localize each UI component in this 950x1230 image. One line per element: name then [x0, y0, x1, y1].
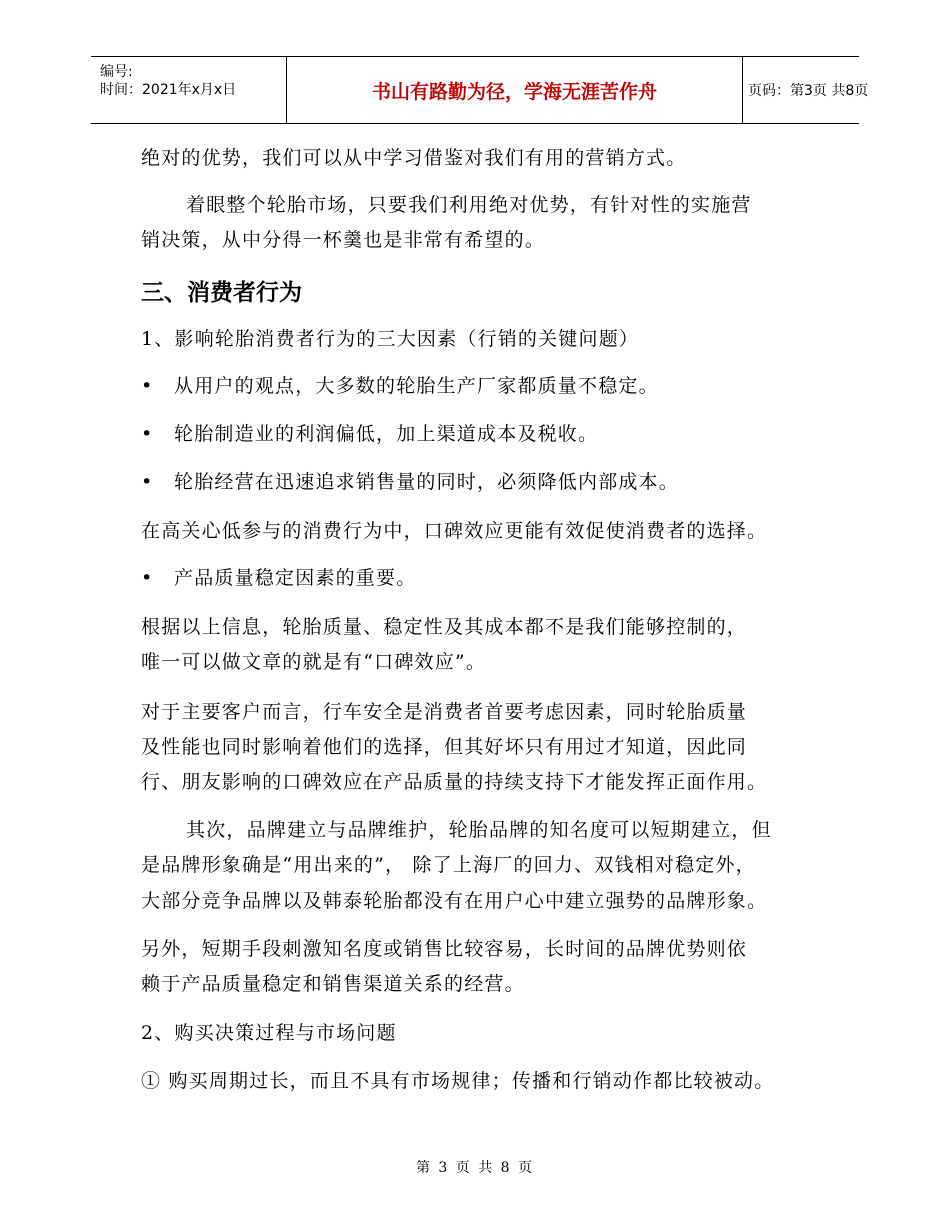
- paragraph-line: 及性能也同时影响着他们的选择，但其好坏只有用过才知道，因此同: [141, 736, 748, 758]
- paragraph-line: 对于主要客户而言，行车安全是消费者首要考虑因素，同时轮胎质量: [141, 701, 748, 723]
- paragraph-line: 在高关心低参与的消费行为中，口碑效应更能有效促使消费者的选择。: [141, 520, 768, 542]
- header-page-cell: [742, 57, 869, 123]
- paragraph-line: 根据以上信息，轮胎质量、稳定性及其成本都不是我们能够控制的，: [141, 616, 748, 638]
- header-left-cell: [91, 57, 286, 123]
- paragraph-line: 大部分竞争品牌以及韩泰轮胎都没有在用户心中建立强势的品牌形象。: [141, 890, 768, 912]
- page-footer: 第 3 页 共 8 页: [415, 1160, 535, 1176]
- bullet-text: 产品质量稳定因素的重要。: [174, 567, 417, 589]
- paragraph-line: ① 购买周期过长，而且不具有市场规律；传播和行销动作都比较被动。: [141, 1070, 775, 1092]
- header-page-info: 页码：第3页 共8页: [748, 83, 869, 99]
- document-number-label: 编号:: [100, 64, 133, 80]
- bullet-icon: •: [141, 375, 153, 397]
- paragraph-line: 其次，品牌建立与品牌维护，轮胎品牌的知名度可以短期建立，但: [186, 819, 772, 841]
- bullet-icon: •: [141, 471, 153, 493]
- bullet-text: 轮胎经营在迅速追求销售量的同时，必须降低内部成本。: [174, 471, 680, 493]
- paragraph-line: 绝对的优势，我们可以从中学习借鉴对我们有用的营销方式。: [141, 147, 687, 169]
- paragraph-line: 另外，短期手段刺激知名度或销售比较容易，长时间的品牌优势则依: [141, 938, 748, 960]
- subsection-title: 1、影响轮胎消费者行为的三大因素（行销的关键问题）: [141, 328, 640, 350]
- bullet-icon: •: [141, 423, 153, 445]
- header-slogan-cell: [286, 57, 743, 123]
- bullet-text: 从用户的观点，大多数的轮胎生产厂家都质量不稳定。: [174, 375, 659, 397]
- page-header: [91, 56, 869, 124]
- bullet-icon: •: [141, 567, 153, 589]
- paragraph-line: 行、朋友影响的口碑效应在产品质量的持续支持下才能发挥正面作用。: [141, 771, 768, 793]
- section-heading: 三、消费者行为: [141, 280, 302, 306]
- paragraph-line: 是品牌形象确是“用出来的”， 除了上海厂的回力、双钱相对稳定外，: [141, 854, 756, 876]
- paragraph-line: 唯一可以做文章的就是有“口碑效应”。: [141, 651, 487, 673]
- paragraph-line: 赖于产品质量稳定和销售渠道关系的经营。: [141, 973, 525, 995]
- subsection-title: 2、购买决策过程与市场问题: [141, 1022, 397, 1044]
- document-time-label: 时间：2021年x月x日: [100, 82, 237, 98]
- paragraph-line: 销决策，从中分得一杯羹也是非常有希望的。: [141, 229, 546, 251]
- header-slogan: 书山有路勤为径，学海无涯苦作舟: [371, 80, 657, 103]
- paragraph-line: 着眼整个轮胎市场，只要我们利用绝对优势，有针对性的实施营: [186, 194, 752, 216]
- bullet-text: 轮胎制造业的利润偏低，加上渠道成本及税收。: [174, 423, 599, 445]
